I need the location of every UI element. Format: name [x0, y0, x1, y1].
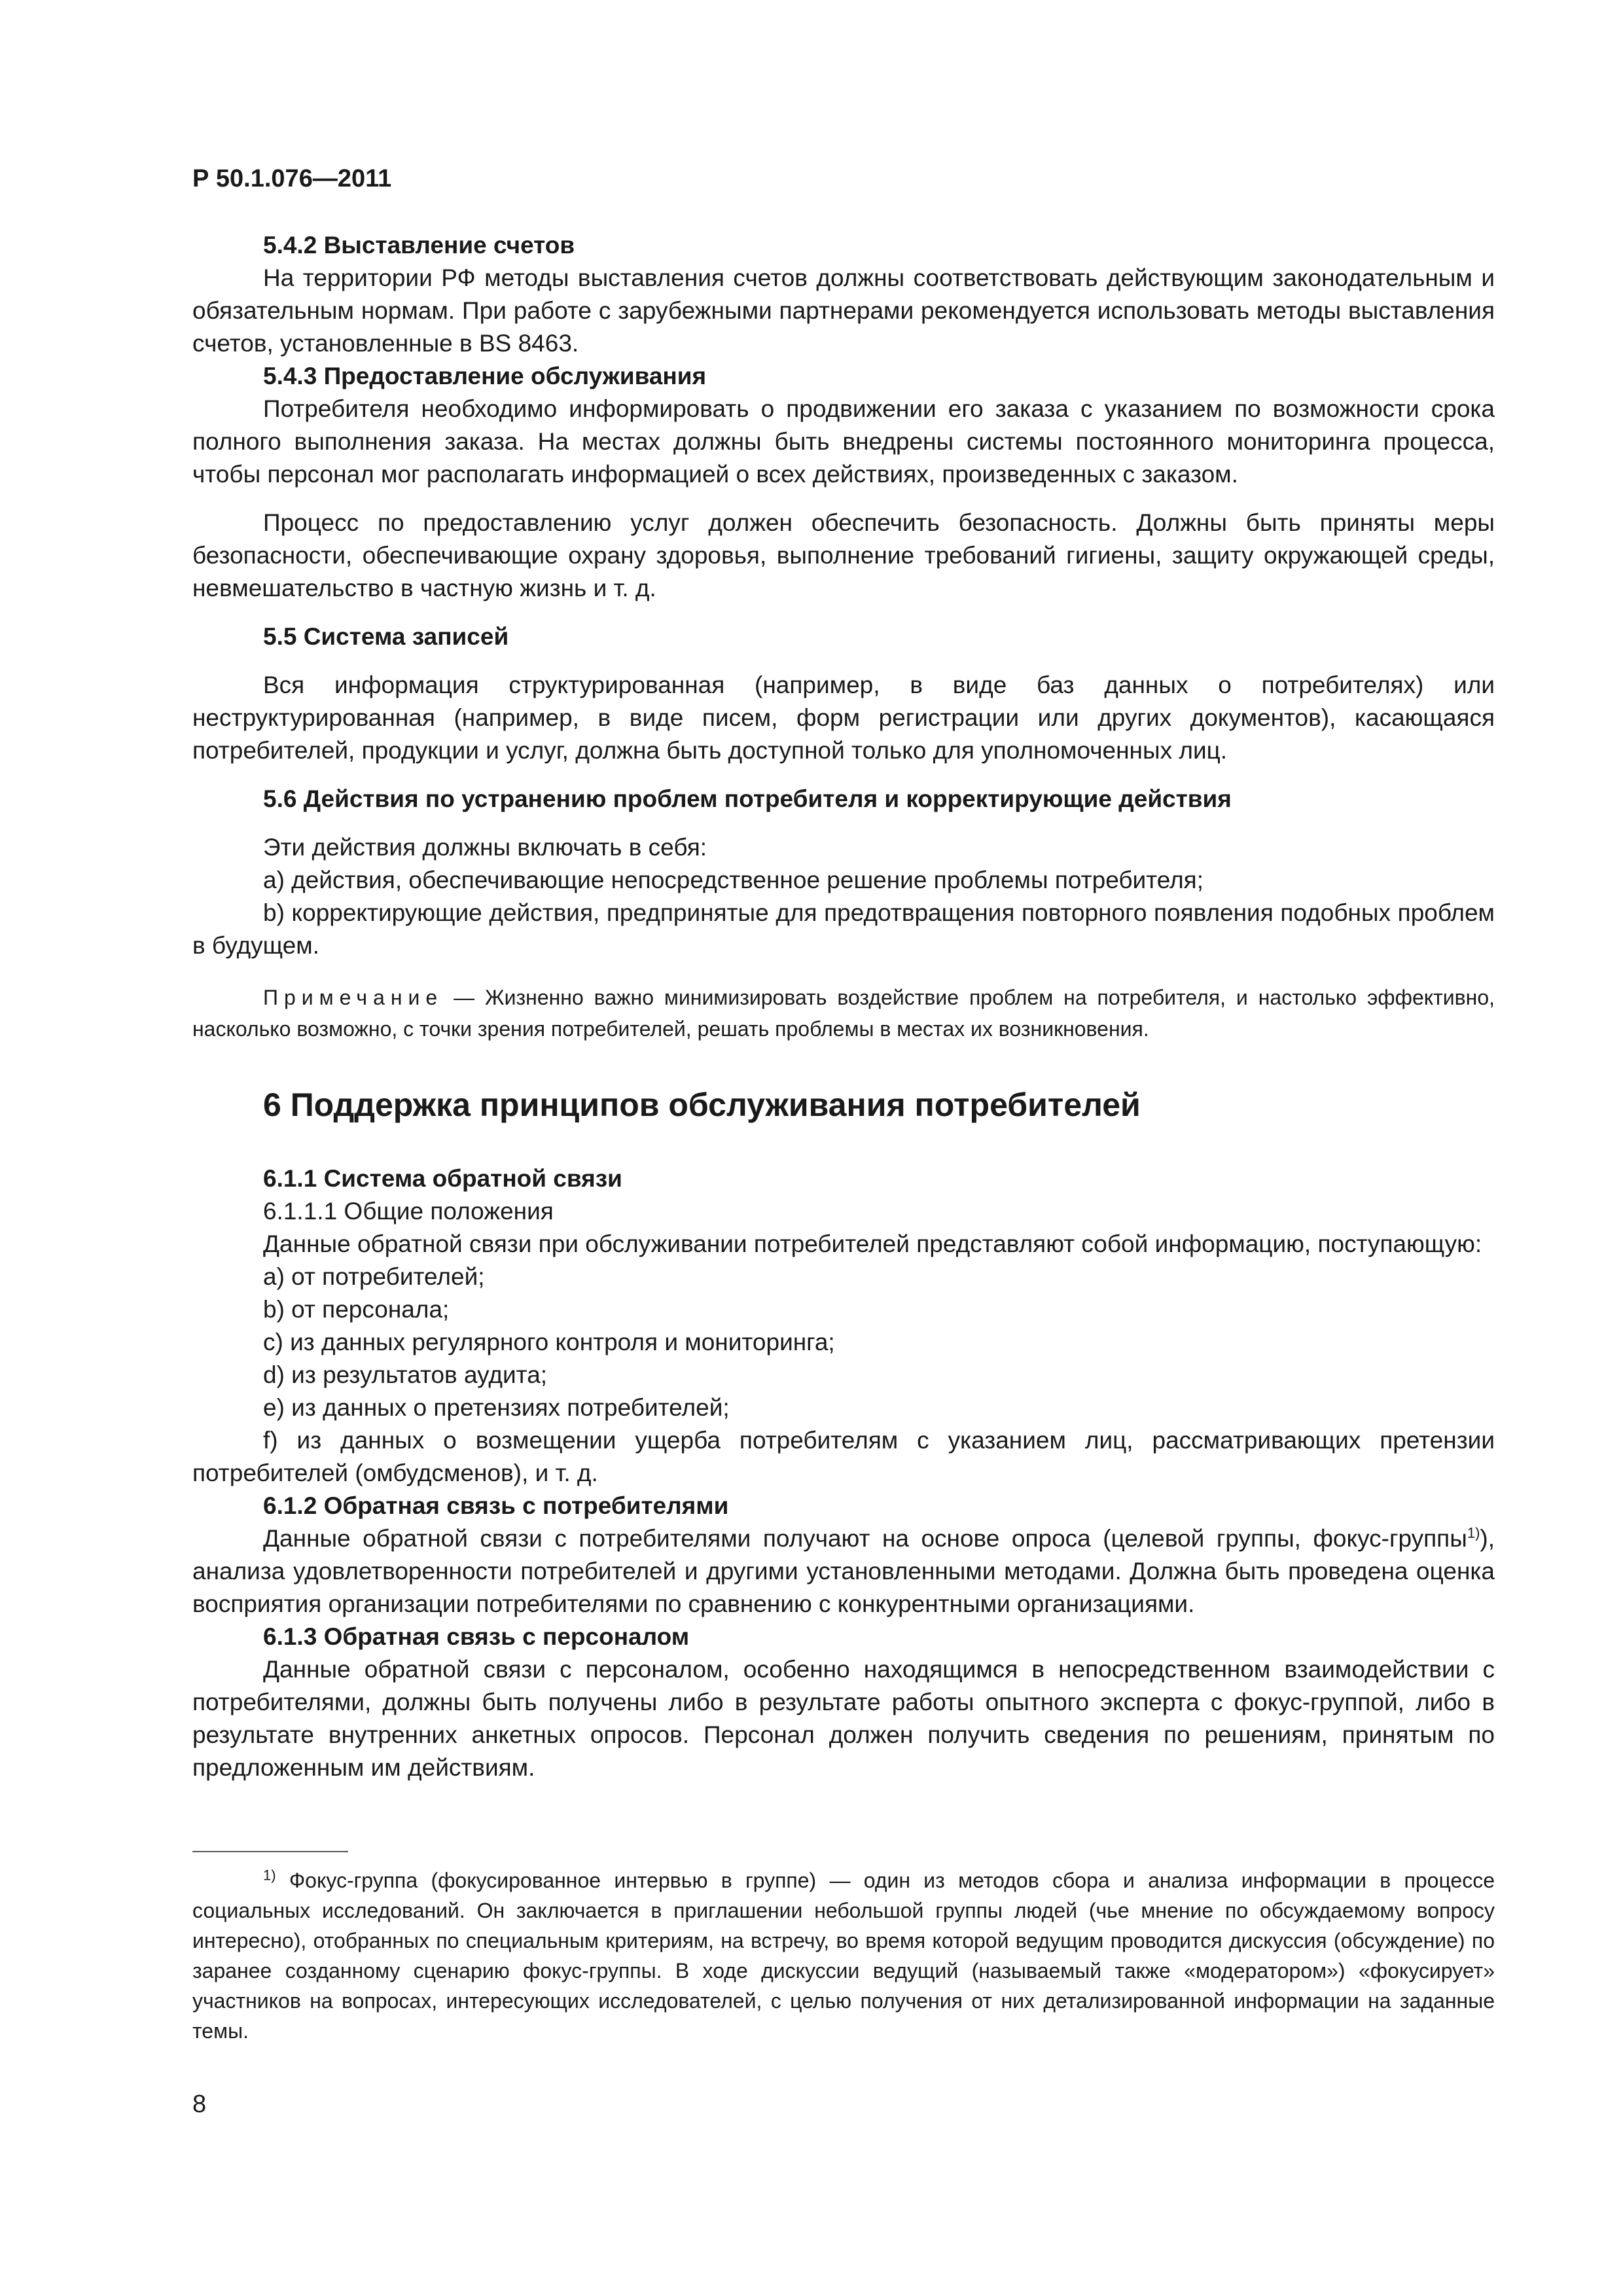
footnote-divider	[192, 1851, 348, 1852]
section-heading-6-1-3: 6.1.3 Обратная связь с персоналом	[263, 1623, 690, 1650]
main-content	[192, 229, 1495, 1784]
document-id-header: Р 50.1.076—2011	[192, 165, 392, 192]
paragraph: Данные обратной связи при обслуживании потребителей представляют собой информацию, поступающую:	[263, 1230, 1482, 1257]
footnote-reference[interactable]: 1)	[1467, 1524, 1480, 1541]
paragraph: Данные обратной связи с персоналом, особенно находящимся в непосредственном взаимодействии с потребителями, должны быть получены либо в результате работы опытного эксперта с фокус-группой, либо в результате внутренних анкетных опросов. Персонал должен получить сведения по решениям, принятым по предложенным им действиям.	[192, 1656, 1495, 1781]
page-number: 8	[192, 2090, 207, 2118]
list-item: f) из данных о возмещении ущерба потребителям с указанием лиц, рассматривающих претензии потребителей (омбудсменов), и т. д.	[192, 1427, 1495, 1486]
paragraph: Эти действия должны включать в себя:	[263, 834, 707, 861]
note-label: Примечание	[263, 986, 444, 1009]
section-heading-6-1-1: 6.1.1 Система обратной связи	[263, 1165, 622, 1192]
section-heading-6: 6 Поддержка принципов обслуживания потребителей	[263, 1086, 1141, 1123]
section-heading-5-6: 5.6 Действия по устранению проблем потребителя и корректирующие действия	[263, 785, 1232, 812]
section-heading-6-1-2: 6.1.2 Обратная связь с потребителями	[263, 1492, 729, 1519]
footnote-marker: 1)	[263, 1867, 276, 1884]
footnote	[192, 1865, 1495, 2046]
note	[192, 982, 1495, 1045]
paragraph-text: ), анализа удовлетворенности потребителей и другими установленными методами. Должна быть проведена оценка восприятия организации потребителями по сравнению с конкурентными организациями.	[192, 1525, 1495, 1617]
list-item: b) корректирующие действия, предпринятые для предотвращения повторного появления подобных проблем в будущем.	[192, 899, 1495, 959]
section-heading-5-5: 5.5 Система записей	[263, 623, 509, 650]
note-text: — Жизненно важно минимизировать воздействие проблем на потребителя, и настолько эффективно, насколько возможно, с точки зрения потребителей, решать проблемы в местах их возникновения.	[192, 986, 1495, 1041]
list-item: b) от персонала;	[263, 1296, 450, 1323]
paragraph: Процесс по предоставлению услуг должен обеспечить безопасность. Должны быть приняты меры безопасности, обеспечивающие охрану здоровья, выполнение требований гигиены, защиту окружающей среды, невмешательство в частную жизнь и т. д.	[192, 509, 1495, 601]
list-item: d) из результатов аудита;	[263, 1361, 548, 1388]
list-item: a) от потребителей;	[263, 1263, 485, 1290]
paragraph: На территории РФ методы выставления счетов должны соответствовать действующим законодательным и обязательным нормам. При работе с зарубежными партнерами рекомендуется использовать методы выставления счетов, установленные в BS 8463.	[192, 264, 1495, 357]
paragraph: Потребителя необходимо информировать о продвижении его заказа с указанием по возможности срока полного выполнения заказа. На местах должны быть внедрены системы постоянного мониторинга процесса, чтобы персонал мог располагать информацией о всех действиях, произведенных с заказом.	[192, 395, 1495, 488]
paragraph: Вся информация структурированная (например, в виде баз данных о потребителях) или неструктурированная (например, в виде писем, форм регистрации или других документов), касающаяся потребителей, продукции и услуг, должна быть доступной только для уполномоченных лиц.	[192, 672, 1495, 764]
list-item: e) из данных о претензиях потребителей;	[263, 1394, 730, 1421]
subsection-heading-6-1-1-1: 6.1.1.1 Общие положения	[263, 1198, 554, 1225]
paragraph-text: Данные обратной связи с потребителями получают на основе опроса (целевой группы, фокус-группы	[263, 1525, 1467, 1552]
paragraph	[192, 1522, 1495, 1621]
footnote-text: Фокус-группа (фокусированное интервью в группе) — один из методов сбора и анализа информации в процессе социальных исследований. Он заключается в приглашении небольшой группы людей (чье мнение по обсуждаемому вопросу интересно), отобранных по специальным критериям, на встречу, во время которой ведущим проводится дискуссия (обсуждение) по заранее созданному сценарию фокус-группы. В ходе дискуссии ведущий (называемый также «модератором») «фокусирует» участников на вопросах, интересующих исследователей, с целью получения от них детализированной информации на заданные темы.	[192, 1869, 1495, 2043]
section-heading-5-4-3: 5.4.3 Предоставление обслуживания	[263, 363, 707, 389]
list-item: a) действия, обеспечивающие непосредственное решение проблемы потребителя;	[263, 867, 1204, 893]
list-item: c) из данных регулярного контроля и мониторинга;	[263, 1329, 835, 1355]
footnote-paragraph	[192, 1865, 1495, 2046]
section-heading-5-4-2: 5.4.2 Выставление счетов	[263, 232, 575, 259]
